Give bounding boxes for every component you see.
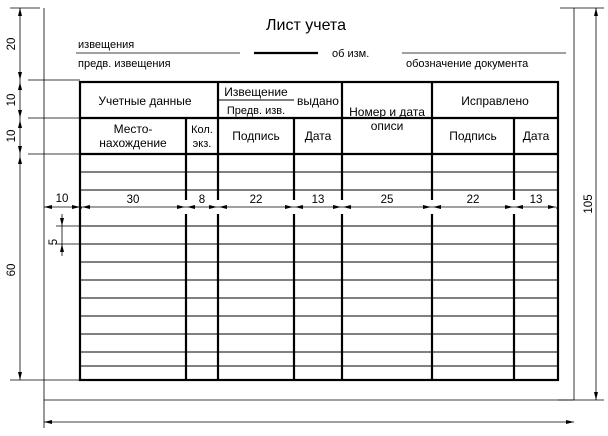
col-qty-2: экз. — [192, 138, 212, 150]
col-date-2: Дата — [522, 129, 550, 143]
dim-col-2: 8 — [198, 194, 206, 206]
dim-header-row-1: 10 — [6, 93, 18, 107]
register-table — [80, 82, 558, 380]
col-location-2: нахождение — [99, 136, 167, 150]
dim-top-block: 20 — [6, 37, 18, 51]
header-number-date: Номер и дата — [349, 105, 425, 119]
header-corrected: Исправлено — [461, 94, 529, 108]
dim-col-1: 30 — [126, 194, 140, 206]
header-notice: Извещение — [224, 85, 288, 99]
row-height-dimension — [48, 214, 80, 256]
col-sign-2: Подпись — [449, 129, 497, 143]
bottom-dimension — [44, 420, 574, 424]
col-date-1: Дата — [304, 129, 332, 143]
dim-margin: 10 — [55, 193, 69, 205]
header-notice-prev: Предв. изв. — [226, 105, 286, 117]
col-sign-1: Подпись — [232, 129, 280, 143]
dim-col-6: 22 — [466, 194, 480, 206]
notice-label: извещения — [78, 39, 135, 51]
header-notice-issued: выдано — [297, 94, 339, 108]
prev-notice-label: предв. извещения — [78, 58, 171, 70]
sheet-title: Лист учета — [266, 17, 346, 34]
header-number-date-2: описи — [370, 119, 404, 133]
col-qty: Кол. — [191, 124, 213, 136]
dim-row-height: 5 — [48, 238, 60, 246]
col-location: Место- — [113, 122, 153, 136]
dim-col-5: 25 — [380, 194, 394, 206]
right-dimension — [583, 8, 598, 400]
dim-col-7: 13 — [529, 194, 543, 206]
dim-total-height: 105 — [583, 194, 595, 214]
left-dimensions — [6, 8, 22, 380]
dim-body-height: 60 — [6, 263, 18, 277]
dim-col-4: 13 — [311, 194, 325, 206]
header-accounting-data: Учетные данные — [98, 94, 192, 108]
change-label: об изм. — [332, 48, 370, 60]
dim-header-row-2: 10 — [6, 129, 18, 143]
column-dimensions — [44, 193, 556, 214]
doc-designation-label: обозначение документа — [406, 58, 529, 70]
dim-col-3: 22 — [249, 194, 263, 206]
